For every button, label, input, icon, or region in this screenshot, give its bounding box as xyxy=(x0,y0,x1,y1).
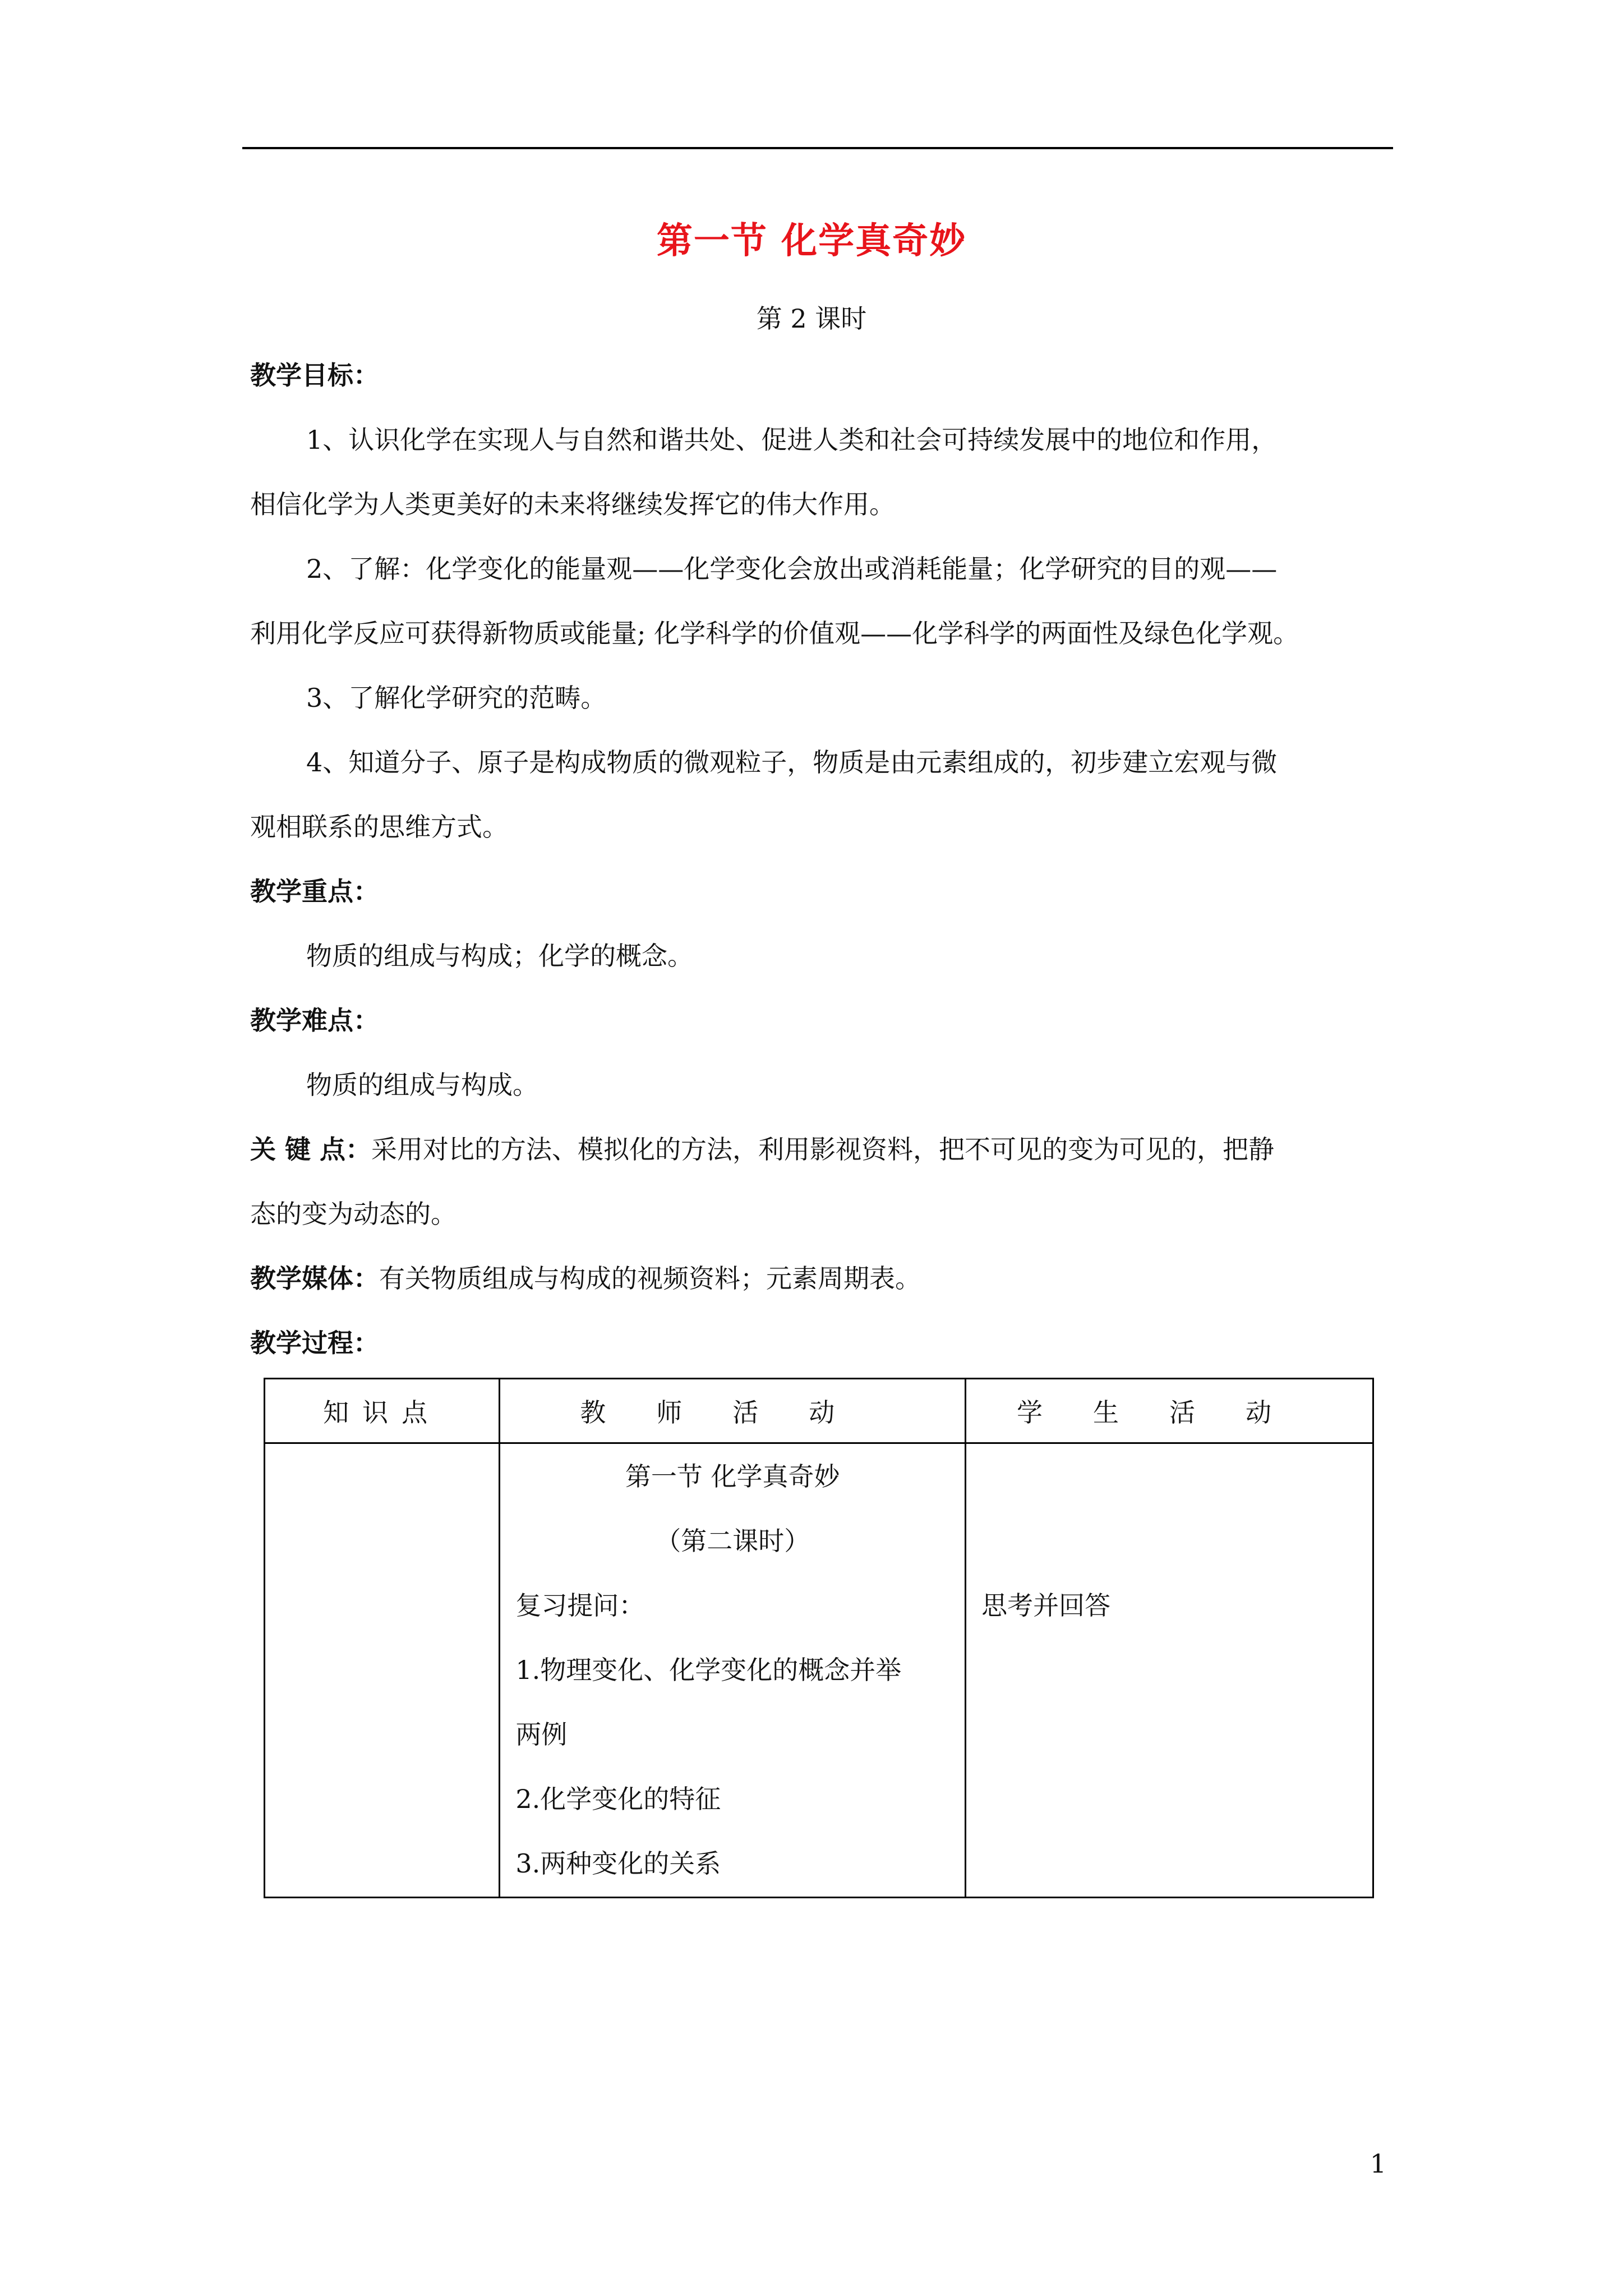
page-title: 第一节 化学真奇妙 xyxy=(656,220,967,262)
objective-line: 利用化学反应可获得新物质或能量; 化学科学的价值观——化学科学的两面性及绿色化学观。 xyxy=(250,618,1299,648)
teacher-line: 1.物理变化、化学变化的概念并举 xyxy=(515,1655,902,1685)
column-header-student: 学生活动 xyxy=(966,1379,1373,1443)
knowledge-cell xyxy=(265,1443,500,1898)
page-number: 1 xyxy=(1370,2148,1386,2179)
table-row xyxy=(265,1443,1373,1898)
media-line xyxy=(250,1246,1400,1311)
objective-line: 观相联系的思维方式。 xyxy=(250,812,508,842)
header-rule xyxy=(242,147,1393,149)
teacher-line: 复习提问： xyxy=(515,1590,645,1621)
teacher-session: （第二课时） xyxy=(655,1526,810,1556)
objective-line: 3、了解化学研究的范畴。 xyxy=(306,683,607,713)
student-line: 思考并回答 xyxy=(981,1590,1111,1621)
key-line xyxy=(250,1117,1400,1182)
objective-line: 相信化学为人类更美好的未来将继续发挥它的伟大作用。 xyxy=(250,489,895,519)
process-table xyxy=(264,1378,1374,1898)
objective-line: 4、知道分子、原子是构成物质的微观粒子，物质是由元素组成的，初步建立宏观与微 xyxy=(306,747,1278,777)
column-header-teacher: 教师活动 xyxy=(500,1379,966,1443)
key-heading: 关 键 点： xyxy=(250,1134,372,1165)
difficulties-text: 物质的组成与构成。 xyxy=(306,1070,538,1100)
key-text: 采用对比的方法、模拟化的方法，利用影视资料，把不可见的变为可见的，把静 xyxy=(371,1134,1275,1165)
student-activity-cell xyxy=(966,1443,1373,1898)
lesson-subtitle: 第 2 课时 xyxy=(756,303,867,334)
objective-line: 1、认识化学在实现人与自然和谐共处、促进人类和社会可持续发展中的地位和作用， xyxy=(306,425,1278,455)
objectives-section xyxy=(250,343,1400,1375)
difficulties-heading: 教学难点： xyxy=(250,1005,379,1036)
media-heading: 教学媒体： xyxy=(250,1263,379,1294)
teacher-section-title: 第一节 化学真奇妙 xyxy=(625,1461,840,1492)
objective-line: 2、了解：化学变化的能量观——化学变化会放出或消耗能量；化学研究的目的观—— xyxy=(306,554,1278,584)
key-text-cont: 态的变为动态的。 xyxy=(250,1199,457,1229)
column-header-knowledge: 知识点 xyxy=(265,1379,500,1443)
teacher-line: 两例 xyxy=(515,1719,568,1750)
teacher-activity-cell xyxy=(500,1443,966,1898)
media-text: 有关物质组成与构成的视频资料；元素周期表。 xyxy=(379,1263,921,1294)
key-points-text: 物质的组成与构成；化学的概念。 xyxy=(306,941,693,971)
table-header-row xyxy=(265,1379,1373,1443)
teacher-line: 2.化学变化的特征 xyxy=(515,1784,721,1814)
key-points-heading: 教学重点： xyxy=(250,876,379,907)
process-heading: 教学过程： xyxy=(250,1328,379,1358)
objectives-heading: 教学目标： xyxy=(250,360,379,390)
teacher-line: 3.两种变化的关系 xyxy=(515,1848,721,1879)
